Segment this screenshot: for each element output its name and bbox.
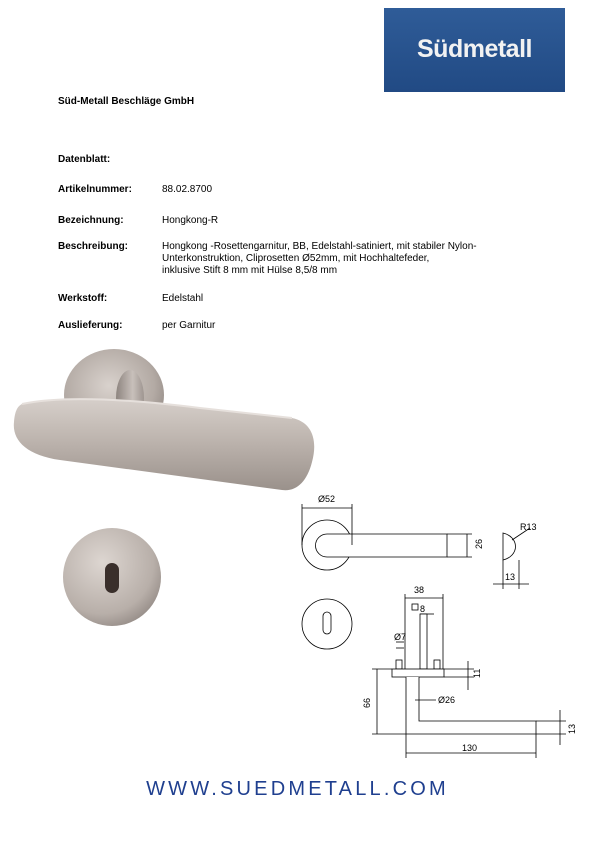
drawing-escutcheon: [302, 599, 352, 649]
field-label: Auslieferung:: [58, 320, 123, 331]
field-value: Edelstahl: [162, 293, 204, 304]
field-label: Werkstoff:: [58, 293, 108, 304]
handle-photo: [14, 349, 314, 490]
logo-text: Südmetall: [417, 35, 532, 63]
dim-pin-diameter: Ø7: [394, 632, 407, 642]
dim-radius: R13: [520, 522, 537, 532]
escutcheon-photo: [63, 528, 161, 626]
description-line: Unterkonstruktion, Cliprosetten Ø52mm, mit Hochhaltefeder,: [162, 253, 430, 264]
dim-diameter-26: Ø26: [438, 695, 456, 705]
company-name: Süd-Metall Beschläge GmbH: [58, 96, 195, 107]
dim-handle-height: 26: [474, 538, 484, 549]
drawing-front-view: [302, 504, 472, 570]
dim-thickness-13: 13: [567, 723, 577, 734]
dim-height-11: 11: [472, 668, 482, 678]
dim-width-38: 38: [414, 585, 425, 595]
field-value: Hongkong-R: [162, 215, 219, 226]
dim-rosette-diameter: Ø52: [318, 494, 336, 504]
field-value: 88.02.8700: [162, 184, 213, 195]
drawing-assembly: [372, 594, 566, 758]
field-label: Artikelnummer:: [58, 184, 132, 195]
dim-end-width: 13: [505, 572, 516, 582]
description-line: inklusive Stift 8 mm mit Hülse 8,5/8 mm: [162, 265, 338, 276]
field-label: Bezeichnung:: [58, 215, 124, 226]
dim-square-8: 8: [420, 604, 426, 614]
handle-lever: [14, 399, 314, 490]
dim-length-130: 130: [462, 743, 478, 753]
dim-height-66: 66: [362, 697, 372, 708]
description-line: Hongkong -Rosettengarnitur, BB, Edelstahl-satiniert, mit stabiler Nylon-: [162, 241, 477, 252]
field-value: per Garnitur: [162, 320, 216, 331]
keyhole: [105, 563, 119, 593]
website-url[interactable]: WWW.SUEDMETALL.COM: [146, 778, 449, 800]
datasheet-title: Datenblatt:: [58, 154, 111, 165]
field-label: Beschreibung:: [58, 241, 129, 252]
